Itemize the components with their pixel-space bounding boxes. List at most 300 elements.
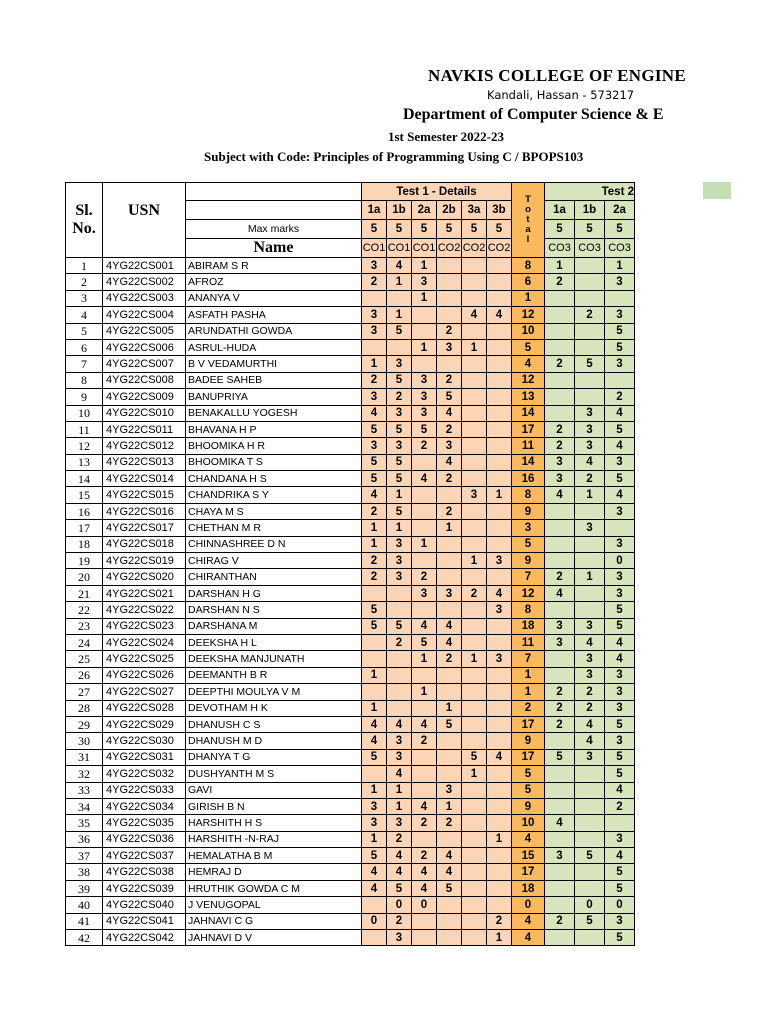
test2-mark-cell: 5 [575, 356, 605, 372]
test1-mark-cell: 1 [462, 553, 487, 569]
student-name-cell: DEEKSHA H L [186, 634, 362, 650]
test1-mark-cell: 3 [487, 602, 512, 618]
test2-mark-cell: 1 [575, 487, 605, 503]
table-row [66, 848, 635, 864]
sl-no-cell: 16 [66, 503, 103, 519]
student-name-cell: DARSHANA M [186, 618, 362, 634]
sl-no-cell: 36 [66, 831, 103, 847]
table-row [66, 438, 635, 454]
test1-mark-cell: 3 [437, 782, 462, 798]
test1-mark-cell: 3 [462, 487, 487, 503]
test1-mark-cell: 4 [412, 471, 437, 487]
test1-mark-cell: 1 [362, 831, 387, 847]
test2-mark-cell: 2 [545, 913, 575, 929]
test2-mark-cell [575, 323, 605, 339]
student-name-cell: HRUTHIK GOWDA C M [186, 880, 362, 896]
marks-table [65, 182, 635, 946]
test2-mark-cell [605, 520, 635, 536]
total-cell: 6 [512, 274, 545, 290]
test1-mark-cell [462, 389, 487, 405]
test2-mark-cell [545, 405, 575, 421]
test1-mark-cell [462, 716, 487, 732]
test2-header-overflow [703, 182, 731, 199]
total-cell: 1 [512, 684, 545, 700]
total-cell: 7 [512, 651, 545, 667]
test2-mark-cell: 0 [605, 897, 635, 913]
test2-mark-cell: 4 [575, 733, 605, 749]
test2-mark-cell [575, 372, 605, 388]
total-cell: 7 [512, 569, 545, 585]
table-row [66, 258, 635, 274]
usn-cell: 4YG22CS032 [103, 766, 186, 782]
test1-mark-cell: 1 [362, 700, 387, 716]
table-row [66, 782, 635, 798]
test1-mark-cell: 4 [437, 848, 462, 864]
test1-mark-cell: 2 [412, 848, 437, 864]
test2-mark-cell [545, 372, 575, 388]
sl-no-cell: 1 [66, 258, 103, 274]
test1-mark-cell: 4 [412, 864, 437, 880]
test1-mark-cell [462, 913, 487, 929]
test1-question-label: 1b [387, 201, 412, 220]
test1-mark-cell: 4 [437, 864, 462, 880]
test1-mark-cell: 5 [387, 454, 412, 470]
test1-mark-cell [387, 684, 412, 700]
total-cell: 5 [512, 339, 545, 355]
test1-mark-cell: 3 [362, 815, 387, 831]
usn-header-blank [103, 239, 186, 258]
test2-mark-cell: 1 [605, 258, 635, 274]
test1-question-label: 1a [362, 201, 387, 220]
test2-mark-cell: 5 [605, 864, 635, 880]
test1-mark-cell: 1 [387, 782, 412, 798]
test1-mark-cell [412, 700, 437, 716]
test2-mark-cell [575, 553, 605, 569]
test1-mark-cell: 4 [487, 749, 512, 765]
test1-mark-cell [387, 339, 412, 355]
table-header [66, 183, 635, 258]
test1-mark-cell: 5 [437, 389, 462, 405]
sl-no-cell: 15 [66, 487, 103, 503]
sl-no-cell: 41 [66, 913, 103, 929]
test1-mark-cell: 5 [362, 618, 387, 634]
sl-no-header: Sl. No. [66, 183, 103, 258]
test1-mark-cell: 5 [362, 848, 387, 864]
test2-mark-cell: 3 [605, 831, 635, 847]
student-name-cell: JAHNAVI D V [186, 930, 362, 946]
test1-mark-cell [387, 700, 412, 716]
test2-mark-cell: 5 [605, 421, 635, 437]
total-cell: 0 [512, 897, 545, 913]
test2-mark-cell [605, 372, 635, 388]
test1-mark-cell: 2 [387, 389, 412, 405]
test1-mark-cell [462, 323, 487, 339]
test2-mark-cell [575, 585, 605, 601]
usn-cell: 4YG22CS010 [103, 405, 186, 421]
test1-mark-cell: 4 [462, 307, 487, 323]
total-cell: 5 [512, 782, 545, 798]
test1-mark-cell: 4 [412, 716, 437, 732]
test1-mark-cell: 0 [387, 897, 412, 913]
student-name-cell: ASFATH PASHA [186, 307, 362, 323]
test1-mark-cell: 0 [412, 897, 437, 913]
test1-mark-cell [412, 553, 437, 569]
test2-mark-cell: 2 [575, 307, 605, 323]
test1-mark-cell [362, 766, 387, 782]
test2-mark-cell: 5 [605, 471, 635, 487]
table-row [66, 487, 635, 503]
total-cell: 17 [512, 864, 545, 880]
test1-mark-cell: 1 [387, 487, 412, 503]
test1-title: Test 1 - Details [362, 183, 512, 201]
test1-mark-cell [437, 913, 462, 929]
test1-mark-cell [437, 290, 462, 306]
test1-question-label: 2b [437, 201, 462, 220]
sl-no-cell: 10 [66, 405, 103, 421]
student-name-cell: ARUNDATHI GOWDA [186, 323, 362, 339]
total-cell: 3 [512, 520, 545, 536]
test2-mark-cell: 5 [605, 930, 635, 946]
test2-co-label: CO3 [545, 239, 575, 258]
test2-mark-cell: 3 [605, 733, 635, 749]
usn-cell: 4YG22CS012 [103, 438, 186, 454]
table-row [66, 421, 635, 437]
total-cell: 1 [512, 290, 545, 306]
test2-mark-cell [575, 602, 605, 618]
total-cell: 14 [512, 454, 545, 470]
total-header: T o t a l [512, 183, 545, 258]
total-cell: 4 [512, 913, 545, 929]
usn-cell: 4YG22CS003 [103, 290, 186, 306]
test1-mark-cell: 5 [362, 749, 387, 765]
usn-cell: 4YG22CS018 [103, 536, 186, 552]
test1-mark-cell [412, 749, 437, 765]
test2-mark-cell: 4 [575, 716, 605, 732]
test1-mark-cell [487, 700, 512, 716]
test1-max-mark: 5 [412, 220, 437, 239]
test1-mark-cell: 5 [362, 471, 387, 487]
test1-mark-cell [362, 651, 387, 667]
test1-mark-cell [387, 667, 412, 683]
test1-mark-cell: 4 [412, 880, 437, 896]
test2-mark-cell: 4 [545, 815, 575, 831]
test2-mark-cell: 3 [605, 667, 635, 683]
test2-mark-cell: 5 [575, 848, 605, 864]
test2-mark-cell: 4 [605, 634, 635, 650]
test1-mark-cell: 3 [437, 339, 462, 355]
total-cell: 12 [512, 585, 545, 601]
test2-mark-cell: 4 [605, 782, 635, 798]
test1-mark-cell [362, 897, 387, 913]
table-row [66, 667, 635, 683]
student-name-cell: BHAVANA H P [186, 421, 362, 437]
student-name-cell: CHIRAG V [186, 553, 362, 569]
sl-no-cell: 38 [66, 864, 103, 880]
test2-mark-cell [545, 864, 575, 880]
test1-mark-cell [462, 520, 487, 536]
sl-no-cell: 13 [66, 454, 103, 470]
usn-cell: 4YG22CS040 [103, 897, 186, 913]
test1-mark-cell [412, 913, 437, 929]
test1-mark-cell [437, 553, 462, 569]
test2-mark-cell: 4 [605, 848, 635, 864]
test1-mark-cell [387, 290, 412, 306]
usn-cell: 4YG22CS033 [103, 782, 186, 798]
test1-mark-cell [487, 667, 512, 683]
test1-mark-cell: 3 [412, 372, 437, 388]
test1-mark-cell: 5 [362, 421, 387, 437]
test1-mark-cell [487, 471, 512, 487]
table-row [66, 339, 635, 355]
usn-cell: 4YG22CS020 [103, 569, 186, 585]
test1-mark-cell [462, 700, 487, 716]
test2-mark-cell [575, 258, 605, 274]
test1-mark-cell [412, 307, 437, 323]
test1-max-mark: 5 [362, 220, 387, 239]
test1-mark-cell: 5 [362, 454, 387, 470]
student-name-cell: BENAKALLU YOGESH [186, 405, 362, 421]
test1-mark-cell [437, 897, 462, 913]
sl-no-cell: 39 [66, 880, 103, 896]
total-cell: 8 [512, 602, 545, 618]
test2-mark-cell: 3 [575, 520, 605, 536]
sl-no-cell: 29 [66, 716, 103, 732]
test2-mark-cell: 0 [605, 553, 635, 569]
student-name-cell: ASRUL-HUDA [186, 339, 362, 355]
table-row [66, 700, 635, 716]
sl-no-cell: 7 [66, 356, 103, 372]
test1-mark-cell [462, 602, 487, 618]
test2-mark-cell: 2 [545, 438, 575, 454]
test2-mark-cell [575, 290, 605, 306]
total-cell: 9 [512, 503, 545, 519]
test2-mark-cell: 2 [545, 684, 575, 700]
test1-mark-cell [412, 667, 437, 683]
test1-mark-cell: 5 [387, 372, 412, 388]
test1-mark-cell [387, 585, 412, 601]
table-row [66, 569, 635, 585]
test1-mark-cell [412, 831, 437, 847]
test1-mark-cell: 1 [387, 520, 412, 536]
test2-mark-cell [575, 536, 605, 552]
test1-mark-cell [437, 274, 462, 290]
student-name-cell: DEEKSHA MANJUNATH [186, 651, 362, 667]
test1-mark-cell: 2 [437, 421, 462, 437]
sl-no-cell: 23 [66, 618, 103, 634]
test1-mark-cell [462, 782, 487, 798]
sl-no-cell: 25 [66, 651, 103, 667]
test1-mark-cell: 1 [362, 782, 387, 798]
test1-mark-cell [437, 930, 462, 946]
student-name-cell: HEMALATHA B M [186, 848, 362, 864]
sl-no-cell: 8 [66, 372, 103, 388]
test1-mark-cell [487, 848, 512, 864]
test1-mark-cell [487, 274, 512, 290]
usn-cell: 4YG22CS001 [103, 258, 186, 274]
test1-mark-cell: 4 [412, 798, 437, 814]
usn-cell: 4YG22CS008 [103, 372, 186, 388]
test1-mark-cell: 3 [362, 307, 387, 323]
test1-mark-cell [487, 798, 512, 814]
test1-mark-cell: 4 [387, 766, 412, 782]
test2-mark-cell: 3 [575, 651, 605, 667]
test1-mark-cell: 1 [412, 258, 437, 274]
test1-mark-cell: 4 [437, 634, 462, 650]
test2-mark-cell: 3 [545, 454, 575, 470]
usn-cell: 4YG22CS004 [103, 307, 186, 323]
usn-cell: 4YG22CS042 [103, 930, 186, 946]
test2-mark-cell [545, 323, 575, 339]
student-name-cell: DARSHAN H G [186, 585, 362, 601]
test1-mark-cell [462, 569, 487, 585]
test1-mark-cell: 3 [412, 274, 437, 290]
test2-mark-cell: 3 [605, 585, 635, 601]
student-name-cell: ABIRAM S R [186, 258, 362, 274]
total-cell: 15 [512, 848, 545, 864]
test1-mark-cell: 3 [362, 323, 387, 339]
test1-mark-cell [412, 356, 437, 372]
test1-mark-cell [462, 274, 487, 290]
student-name-cell: GAVI [186, 782, 362, 798]
test1-mark-cell: 1 [462, 766, 487, 782]
test1-mark-cell: 3 [362, 258, 387, 274]
test1-mark-cell: 3 [387, 815, 412, 831]
student-name-cell: HARSHITH -N-RAJ [186, 831, 362, 847]
table-body [66, 258, 635, 946]
test1-mark-cell: 4 [387, 258, 412, 274]
test2-mark-cell: 3 [575, 667, 605, 683]
test2-mark-cell: 3 [545, 848, 575, 864]
test2-mark-cell: 2 [605, 798, 635, 814]
test1-co-label: CO1 [412, 239, 437, 258]
test1-mark-cell [462, 684, 487, 700]
test2-mark-cell [605, 290, 635, 306]
test1-mark-cell: 4 [437, 405, 462, 421]
sl-no-cell: 30 [66, 733, 103, 749]
total-cell: 17 [512, 716, 545, 732]
test2-mark-cell [575, 864, 605, 880]
test1-mark-cell: 4 [362, 733, 387, 749]
test2-mark-cell: 3 [605, 503, 635, 519]
total-cell: 14 [512, 405, 545, 421]
test2-mark-cell [545, 880, 575, 896]
test1-mark-cell [362, 684, 387, 700]
test1-mark-cell: 2 [437, 372, 462, 388]
test2-mark-cell [545, 782, 575, 798]
test1-mark-cell [487, 716, 512, 732]
total-cell: 4 [512, 930, 545, 946]
test2-mark-cell: 4 [605, 487, 635, 503]
table-row [66, 815, 635, 831]
test1-mark-cell [437, 766, 462, 782]
usn-cell: 4YG22CS027 [103, 684, 186, 700]
test2-mark-cell: 5 [605, 766, 635, 782]
test1-mark-cell: 4 [487, 585, 512, 601]
test2-mark-cell: 5 [605, 339, 635, 355]
test2-mark-cell [545, 930, 575, 946]
table-row [66, 274, 635, 290]
test1-mark-cell: 5 [412, 634, 437, 650]
test1-mark-cell: 4 [412, 618, 437, 634]
sl-no-cell: 26 [66, 667, 103, 683]
test1-mark-cell [462, 471, 487, 487]
test1-mark-cell: 1 [437, 520, 462, 536]
test1-mark-cell: 5 [437, 716, 462, 732]
test2-mark-cell [575, 503, 605, 519]
test1-mark-cell [462, 815, 487, 831]
sl-no-cell: 20 [66, 569, 103, 585]
test2-mark-cell: 3 [605, 307, 635, 323]
total-cell: 11 [512, 438, 545, 454]
usn-header: USN [103, 183, 186, 239]
test1-mark-cell [487, 684, 512, 700]
total-cell: 5 [512, 766, 545, 782]
sl-no-cell: 32 [66, 766, 103, 782]
student-name-cell: DEEPTHI MOULYA V M [186, 684, 362, 700]
test1-mark-cell: 3 [362, 798, 387, 814]
test1-mark-cell: 4 [362, 405, 387, 421]
table-row [66, 307, 635, 323]
table-row [66, 880, 635, 896]
test1-mark-cell: 3 [487, 553, 512, 569]
test2-co-label: CO3 [605, 239, 635, 258]
total-cell: 12 [512, 372, 545, 388]
test1-mark-cell [487, 782, 512, 798]
test2-title: Test 2 [545, 183, 635, 201]
test1-mark-cell [487, 864, 512, 880]
student-name-cell: CHANDANA H S [186, 471, 362, 487]
test1-mark-cell [487, 897, 512, 913]
test1-mark-cell: 1 [362, 667, 387, 683]
test2-mark-cell [545, 651, 575, 667]
test1-mark-cell [487, 815, 512, 831]
student-name-cell: CHINNASHREE D N [186, 536, 362, 552]
usn-cell: 4YG22CS017 [103, 520, 186, 536]
test1-mark-cell: 1 [487, 831, 512, 847]
test1-mark-cell: 2 [362, 503, 387, 519]
test2-mark-cell: 5 [605, 749, 635, 765]
test1-question-label: 2a [412, 201, 437, 220]
test2-mark-cell: 2 [575, 700, 605, 716]
student-name-cell: BHOOMIKA T S [186, 454, 362, 470]
test2-mark-cell [545, 766, 575, 782]
test1-mark-cell [412, 766, 437, 782]
test1-mark-cell [487, 405, 512, 421]
usn-cell: 4YG22CS006 [103, 339, 186, 355]
table-row [66, 618, 635, 634]
sl-no-cell: 17 [66, 520, 103, 536]
test2-mark-cell: 3 [545, 634, 575, 650]
test1-mark-cell: 2 [437, 815, 462, 831]
table-row [66, 323, 635, 339]
student-name-cell: B V VEDAMURTHI [186, 356, 362, 372]
student-name-cell: DUSHYANTH M S [186, 766, 362, 782]
test1-mark-cell [387, 602, 412, 618]
sl-no-cell: 14 [66, 471, 103, 487]
usn-cell: 4YG22CS031 [103, 749, 186, 765]
test1-mark-cell: 2 [362, 569, 387, 585]
test2-mark-cell: 3 [605, 536, 635, 552]
test2-mark-cell [545, 667, 575, 683]
sl-no-cell: 22 [66, 602, 103, 618]
student-name-cell: HEMRAJ D [186, 864, 362, 880]
table-row [66, 389, 635, 405]
usn-cell: 4YG22CS002 [103, 274, 186, 290]
table-row [66, 585, 635, 601]
table-row [66, 913, 635, 929]
test1-mark-cell: 4 [362, 716, 387, 732]
table-row [66, 749, 635, 765]
